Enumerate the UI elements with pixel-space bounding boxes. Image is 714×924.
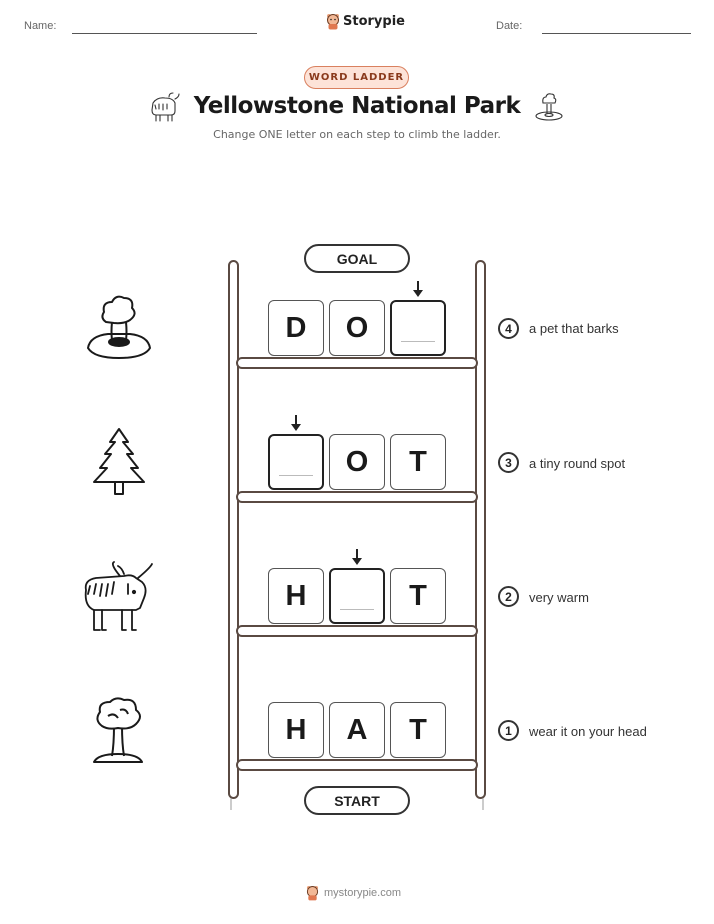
- step-clue: wear it on your head: [529, 724, 647, 739]
- letter-tile: T: [390, 568, 446, 624]
- brand-name: Storypie: [343, 14, 405, 29]
- step-number: 1: [498, 720, 519, 741]
- letter-tile: T: [390, 434, 446, 490]
- letter-tile: D: [268, 300, 324, 356]
- step-number: 4: [498, 318, 519, 339]
- letter-tile: T: [390, 702, 446, 758]
- storypie-mascot-icon: [306, 885, 319, 901]
- step-clue: a tiny round spot: [529, 456, 626, 471]
- letter-tile: O: [329, 300, 385, 356]
- blank-letter-tile[interactable]: [329, 568, 385, 624]
- footer-url[interactable]: mystorypie.com: [324, 887, 402, 899]
- letter-tile: H: [268, 568, 324, 624]
- footer: [306, 885, 401, 901]
- blank-letter-tile[interactable]: [390, 300, 446, 356]
- highland-cow-icon: [80, 560, 156, 634]
- goal-label: GOAL: [304, 244, 410, 273]
- page-title: Yellowstone National Park: [193, 93, 521, 119]
- down-arrow-icon: [351, 548, 363, 566]
- step-clue: very warm: [529, 590, 589, 605]
- erupting-geyser-icon: [90, 696, 146, 768]
- step-number: 3: [498, 452, 519, 473]
- down-arrow-icon: [412, 280, 424, 298]
- blank-letter-tile[interactable]: [268, 434, 324, 490]
- date-label: Date:: [496, 20, 523, 32]
- start-label: START: [304, 786, 410, 815]
- letter-tile: O: [329, 434, 385, 490]
- letter-tile: A: [329, 702, 385, 758]
- pine-tree-icon: [90, 426, 148, 498]
- down-arrow-icon: [290, 414, 302, 432]
- letter-tile: H: [268, 702, 324, 758]
- geyser-crater-icon: [84, 292, 154, 364]
- step-clue: a pet that barks: [529, 321, 619, 336]
- name-label: Name:: [24, 20, 57, 32]
- step-number: 2: [498, 586, 519, 607]
- instructions: Change ONE letter on each step to climb the ladder.: [213, 128, 501, 141]
- worksheet-type-badge: WORD LADDER: [304, 66, 409, 89]
